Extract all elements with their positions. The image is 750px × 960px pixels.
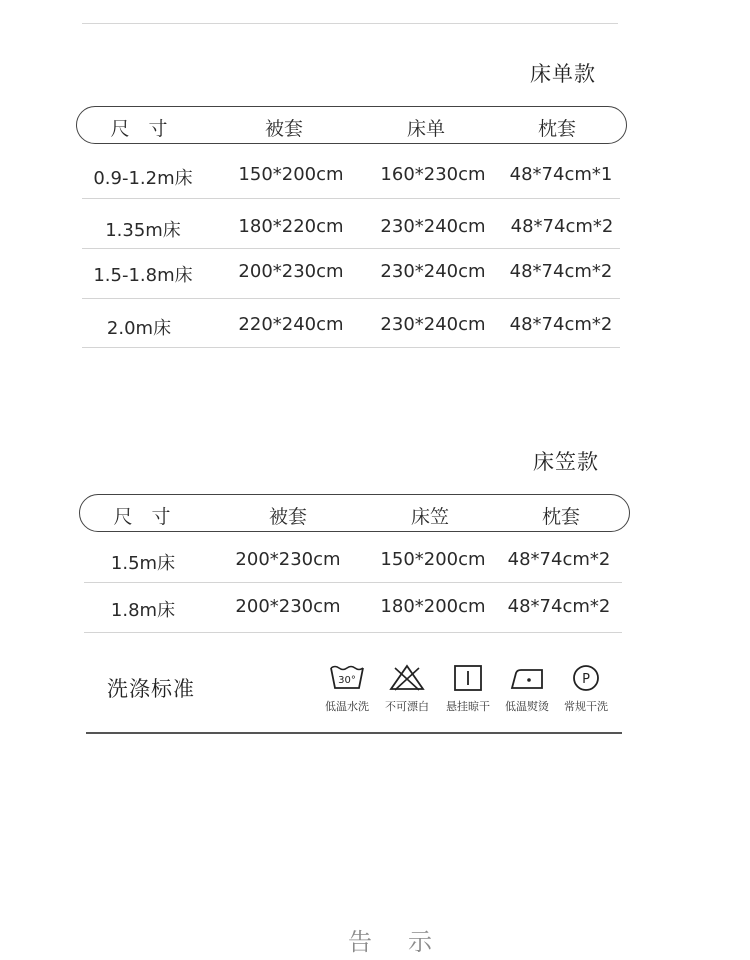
sheet-row2-sheet: 230*240cm	[380, 216, 486, 237]
sheet-row1-size: 0.9-1.2m床	[93, 168, 193, 189]
sheet-row3-size: 1.5-1.8m床	[93, 265, 193, 286]
care-title: 洗涤标准	[107, 677, 195, 701]
care-no-bleach	[374, 664, 440, 714]
sheet-row4-duvet: 220*240cm	[238, 314, 344, 335]
notice-heading: 告示	[348, 928, 468, 956]
sheet-row3-duvet: 200*230cm	[238, 261, 344, 282]
sheet-row-divider	[82, 298, 620, 299]
fitted-row2-duvet: 200*230cm	[235, 596, 341, 617]
sheet-row2-duvet: 180*220cm	[238, 216, 344, 237]
fitted-row2-size: 1.8m床	[110, 600, 176, 621]
sheet-row2-size: 1.35m床	[105, 220, 181, 241]
sheet-header-sheet: 床单	[406, 118, 446, 140]
sheet-header-pillow: 枕套	[537, 118, 577, 140]
fitted-section-title: 床笠款	[533, 450, 599, 474]
hang-dry-icon	[450, 664, 486, 692]
care-label: 常规干洗	[564, 700, 608, 713]
care-label: 低温熨烫	[505, 700, 549, 713]
dry-clean-icon	[568, 664, 604, 692]
fitted-row1-pillow: 48*74cm*2	[507, 549, 611, 570]
sheet-row3-pillow: 48*74cm*2	[509, 261, 613, 282]
fitted-row2-pillow: 48*74cm*2	[507, 596, 611, 617]
fitted-row1-size: 1.5m床	[110, 553, 176, 574]
care-bottom-divider	[86, 732, 622, 734]
low-temp-iron-icon	[509, 664, 545, 692]
svg-text:P: P	[582, 672, 590, 687]
care-low-temp-wash	[314, 664, 380, 714]
sheet-row3-sheet: 230*240cm	[380, 261, 486, 282]
low-temp-wash-icon	[329, 664, 365, 692]
fitted-row1-fitted: 150*200cm	[380, 549, 486, 570]
fitted-row-divider	[84, 632, 622, 633]
care-hang-dry	[435, 664, 501, 714]
care-label: 悬挂晾干	[446, 700, 490, 713]
sheet-row4-sheet: 230*240cm	[380, 314, 486, 335]
sheet-row1-pillow: 48*74cm*1	[509, 164, 613, 185]
care-low-temp-iron	[494, 664, 560, 714]
fitted-row2-fitted: 180*200cm	[380, 596, 486, 617]
fitted-header-fitted: 床笠	[410, 506, 450, 528]
fitted-row1-duvet: 200*230cm	[235, 549, 341, 570]
sheet-row4-pillow: 48*74cm*2	[509, 314, 613, 335]
care-label: 低温水洗	[325, 700, 369, 713]
top-divider	[82, 23, 618, 24]
sheet-row-divider	[82, 248, 620, 249]
sheet-row-divider	[82, 198, 620, 199]
sheet-row4-size: 2.0m床	[106, 318, 172, 339]
sheet-section-title: 床单款	[530, 62, 596, 86]
no-bleach-icon	[389, 664, 425, 692]
sheet-header-size: 尺 寸	[110, 118, 168, 140]
fitted-header-size: 尺 寸	[113, 506, 171, 528]
care-label: 不可漂白	[385, 700, 429, 713]
fitted-header-duvet: 被套	[268, 506, 308, 528]
sheet-row1-duvet: 150*200cm	[238, 164, 344, 185]
sheet-row1-sheet: 160*230cm	[380, 164, 486, 185]
fitted-row-divider	[84, 582, 622, 583]
fitted-header-pillow: 枕套	[541, 506, 581, 528]
svg-text:30°: 30°	[338, 675, 356, 686]
sheet-row-divider	[82, 347, 620, 348]
sheet-row2-pillow: 48*74cm*2	[510, 216, 614, 237]
care-dry-clean	[553, 664, 619, 714]
sheet-header-duvet: 被套	[264, 118, 304, 140]
